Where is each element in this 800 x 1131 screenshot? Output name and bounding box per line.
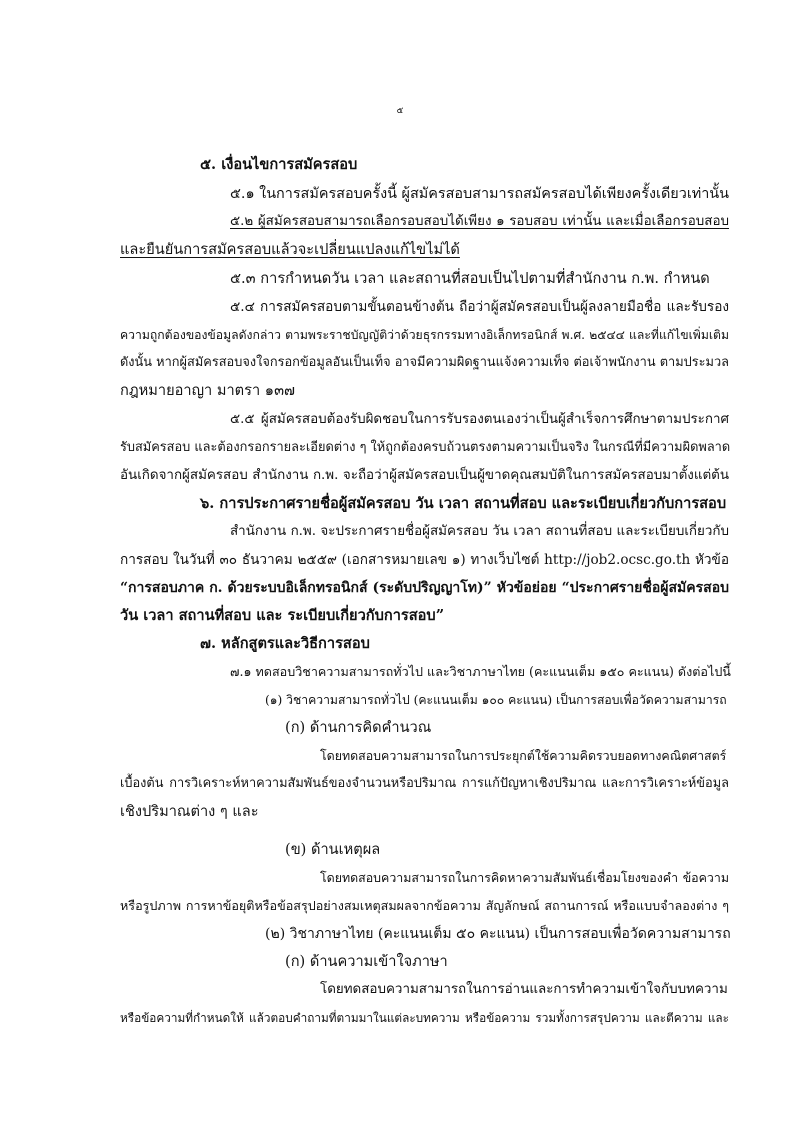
paragraph-5-4: ๕.๔ การสมัครสอบตามขั้นตอนข้างต้น ถือว่าผู้สมัครสอบเป็นผู้ลงลายมือชื่อ และรับรอง — [230, 299, 729, 315]
item-7-1-2-a: (ก) ด้านความเข้าใจภาษา — [285, 953, 448, 970]
paragraph-5-4-line-2: ความถูกต้องของข้อมูลดังกล่าว ตามพระราชบัญญัติว่าด้วยธุรกรรมทางอิเล็กทรอนิกส์ พ.ศ. ๒๕๔๔ และที่แก้ไขเพิ่มเติม — [120, 328, 729, 342]
paragraph-5-1: ๕.๑ ในการสมัครสอบครั้งนี้ ผู้สมัครสอบสามารถสมัครสอบได้เพียงครั้งเดียวเท่านั้น — [230, 186, 729, 202]
paragraph-7-1-1-a-line-2: เบื้องต้น การวิเคราะห์หาความสัมพันธ์ของจำนวนหรือปริมาณ การแก้ปัญหาเชิงปริมาณ และการวิเคราะห์ข้อมูล — [120, 776, 729, 791]
paragraph-6-line-4: วัน เวลา สถานที่สอบ และ ระเบียบเกี่ยวกับการสอบ” — [120, 607, 445, 624]
paragraph-7-1: ๗.๑ ทดสอบวิชาความสามารถทั่วไป และวิชาภาษาไทย (คะแนนเต็ม ๑๕๐ คะแนน) ดังต่อไปนี้ — [230, 664, 731, 679]
paragraph-5-2-cont: และยืนยันการสมัครสอบแล้วจะเปลี่ยนแปลงแก้ไขไม่ได้ — [120, 241, 460, 258]
paragraph-5-5-line-2: รับสมัครสอบ และต้องกรอกรายละเอียดต่าง ๆ ให้ถูกต้องครบถ้วนตรงตามความเป็นจริง ในกรณีที่มีความผิดพลาด — [120, 440, 731, 455]
paragraph-5-5: ๕.๕ ผู้สมัครสอบต้องรับผิดชอบในการรับรองตนเองว่าเป็นผู้สำเร็จการศึกษาตามประกาศ — [230, 412, 729, 427]
heading-section-6: ๖. การประกาศรายชื่อผู้สมัครสอบ วัน เวลา สถานที่สอบ และระเบียบเกี่ยวกับการสอบ — [200, 495, 727, 512]
paragraph-7-1-1-a-line-3: เชิงปริมาณต่าง ๆ และ — [120, 803, 259, 820]
paragraph-6-line-3: “การสอบภาค ก. ด้วยระบบอิเล็กทรอนิกส์ (ระดับปริญญาโท)” หัวข้อย่อย “ประกาศรายชื่อผู้สมัครสอบ — [120, 580, 729, 596]
paragraph-5-2: ๕.๒ ผู้สมัครสอบสามารถเลือกรอบสอบได้เพียง ๑ รอบสอบ เท่านั้น และเมื่อเลือกรอบสอบ — [230, 214, 729, 229]
paragraph-6-line-2: การสอบ ในวันที่ ๓๐ ธันวาคม ๒๕๕๙ (เอกสารหมายเลข ๑) ทางเว็บไซต์ http://job2.ocsc.go.th หัวข้อ — [120, 552, 729, 568]
paragraph-5-5-line-3: อันเกิดจากผู้สมัครสอบ สำนักงาน ก.พ. จะถือว่าผู้สมัครสอบเป็นผู้ขาดคุณสมบัติในการสมัครสอบมาตั้งแต่ต้น — [120, 468, 729, 483]
paragraph-6: สำนักงาน ก.พ. จะประกาศรายชื่อผู้สมัครสอบ วัน เวลา สถานที่สอบ และระเบียบเกี่ยวกับ — [230, 524, 729, 539]
paragraph-5-4-line-3: ดังนั้น หากผู้สมัครสอบจงใจกรอกข้อมูลอันเป็นเท็จ อาจมีความผิดฐานแจ้งความเท็จ ต่อเจ้าพนักงาน ตามประมวล — [120, 355, 729, 370]
item-7-1-2: (๒) วิชาภาษาไทย (คะแนนเต็ม ๕๐ คะแนน) เป็นการสอบเพื่อวัดความสามารถ — [265, 926, 731, 942]
item-7-1-1: (๑) วิชาความสามารถทั่วไป (คะแนนเต็ม ๑๐๐ คะแนน) เป็นการสอบเพื่อวัดความสามารถ — [265, 693, 727, 707]
item-7-1-1-b: (ข) ด้านเหตุผล — [285, 841, 381, 858]
paragraph-7-1-2-a: โดยทดสอบความสามารถในการอ่านและการทำความเข้าใจกับบทความ — [320, 982, 728, 997]
paragraph-5-3: ๕.๓ การกำหนดวัน เวลา และสถานที่สอบเป็นไปตามที่สำนักงาน ก.พ. กำหนด — [230, 270, 710, 287]
paragraph-5-4-line-4: กฎหมายอาญา มาตรา ๑๓๗ — [120, 382, 296, 399]
paragraph-7-1-2-a-line-2: หรือข้อความที่กำหนดให้ แล้วตอบคำถามที่ตามมาในแต่ละบทความ หรือข้อความ รวมทั้งการสรุปความ และตีความ และ — [120, 1011, 729, 1025]
heading-section-5: ๕. เงื่อนไขการสมัครสอบ — [200, 156, 358, 173]
page-number: ๕ — [396, 106, 404, 116]
item-7-1-1-a: (ก) ด้านการคิดคำนวณ — [285, 719, 432, 736]
paragraph-7-1-1-b: โดยทดสอบความสามารถในการคิดหาความสัมพันธ์เชื่อมโยงของคำ ข้อความ — [320, 870, 729, 885]
heading-section-7: ๗. หลักสูตรและวิธีการสอบ — [200, 635, 370, 652]
paragraph-7-1-1-b-line-2: หรือรูปภาพ การหาข้อยุติหรือข้อสรุปอย่างสมเหตุสมผลจากข้อความ สัญลักษณ์ สถานการณ์ หรือแบบจำลองต่าง ๆ — [120, 898, 729, 913]
paragraph-7-1-1-a: โดยทดสอบความสามารถในการประยุกต์ใช้ความคิดรวบยอดทางคณิตศาสตร์ — [320, 748, 727, 763]
